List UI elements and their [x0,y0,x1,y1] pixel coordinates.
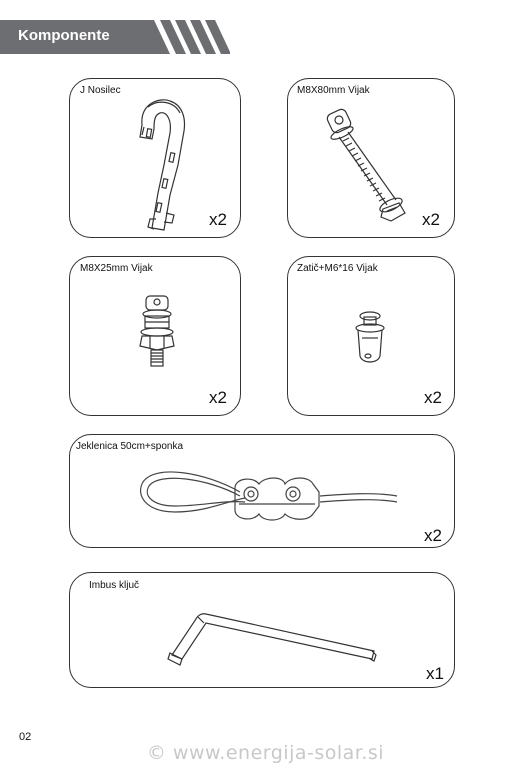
long-bolt-icon [315,105,415,230]
component-quantity: x2 [209,210,227,229]
pin-screw-icon [348,308,393,368]
allen-key-icon [160,605,380,670]
component-label: Jeklenica 50cm+sponka [76,441,184,452]
component-quantity: x1 [426,664,444,683]
component-label: Zatič+M6*16 Vijak [297,263,378,274]
j-bracket-icon [130,95,200,235]
component-quantity: x2 [424,526,442,545]
short-bolt-icon [128,292,188,372]
component-quantity: x2 [209,388,227,407]
steel-cable-clamp-icon [135,462,405,537]
component-label: M8X25mm Vijak [80,263,153,274]
component-label: J Nosilec [80,85,121,96]
component-quantity: x2 [422,210,440,229]
component-label: M8X80mm Vijak [297,85,370,96]
component-label: Imbus ključ [89,580,140,591]
component-quantity: x2 [424,388,442,407]
page-number: 02 [19,731,32,743]
watermark: © www.energija-solar.si [146,742,385,764]
section-title: Komponente [18,27,110,44]
